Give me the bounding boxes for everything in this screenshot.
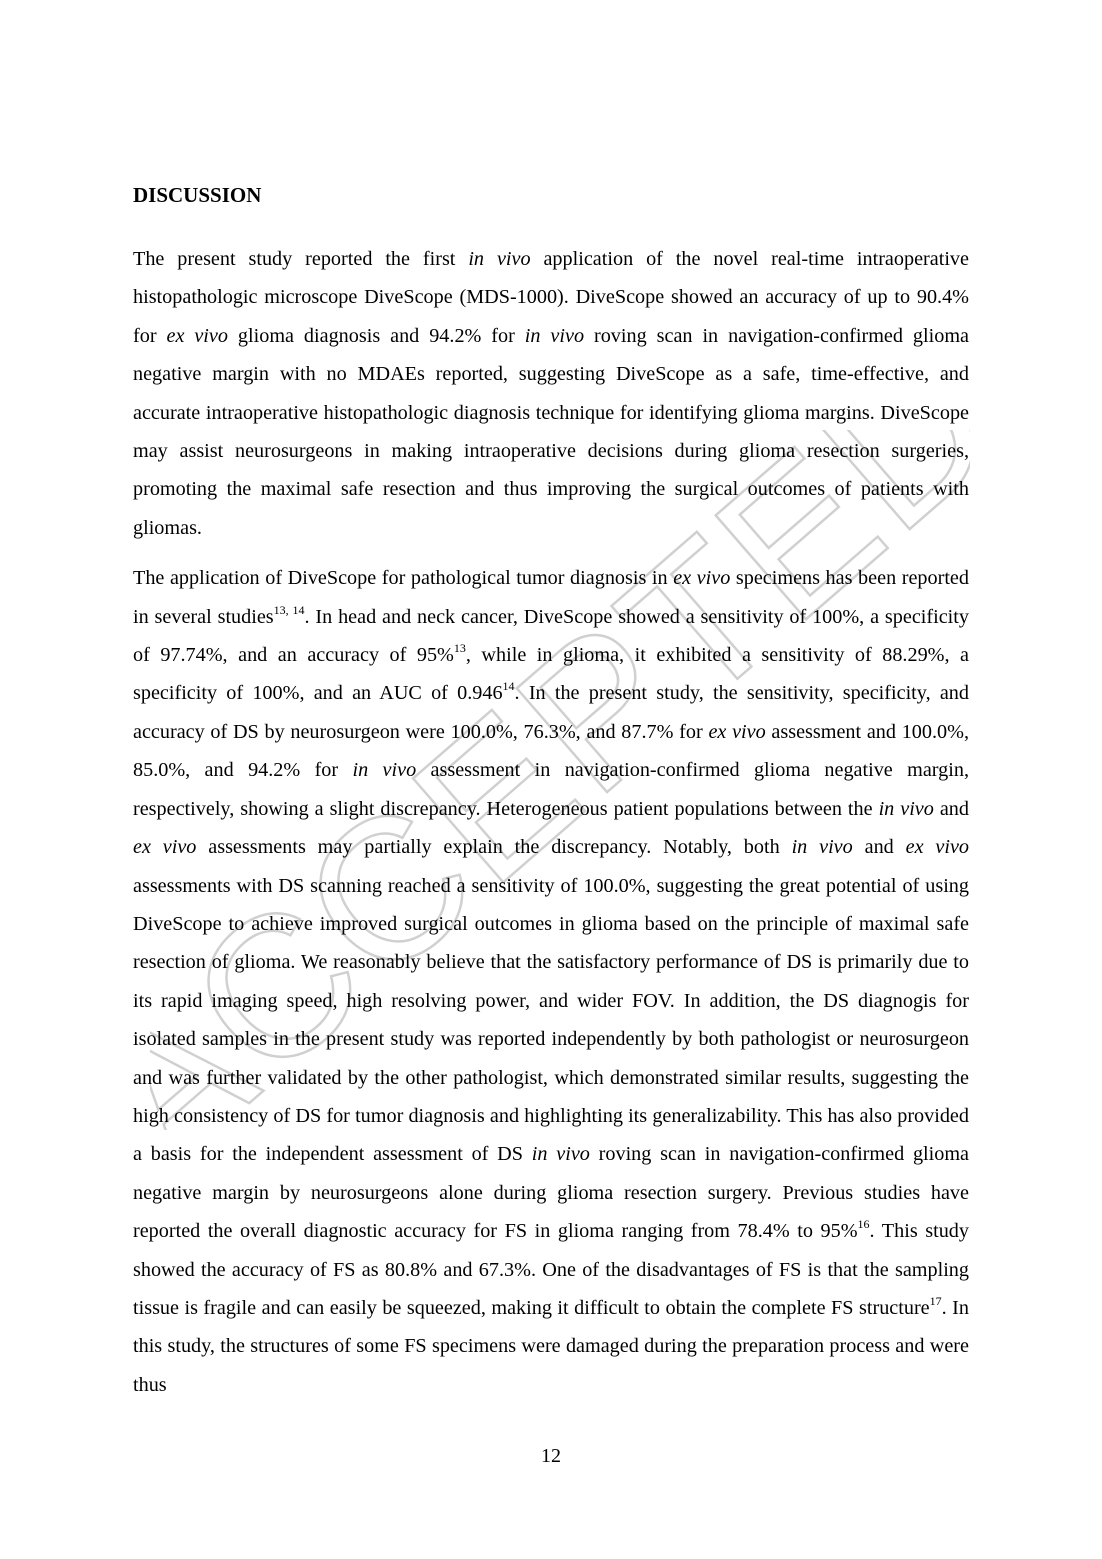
watermark-text: ACCEPTED xyxy=(150,430,970,1130)
citation-ref: 13, 14 xyxy=(273,602,305,617)
citation-ref: 14 xyxy=(502,679,515,694)
citation-ref: 17 xyxy=(929,1293,942,1308)
paragraph-2: The application of DiveScope for pathological tumor diagnosis in ex vivo specimens has been reported in several studies$^{13, 14}$. In head and neck cancer, DiveScope showed a sensitivity of 100%, a specificity of 97.74%, and an accuracy of 95%$^{13}$, while in glioma, it exhibited a sensitivity of 88.29%, a specificity of 100%, and an AUC of 0.946$^{14}$. In the present study, the sensitivity, specificity, and accuracy of DS by neurosurgeon were 100.0%, 76.3%, and 87.7% for ex vivo assessment and 100.0%, 85.0%, and 94.2% for in vivo assessment in navigation-confirmed glioma negative margin, respectively, showing a slight discrepancy. Heterogeneous patient populations between the in vivo and ex vivo assessments may partially explain the discrepancy. Notably, both in vivo and ex vivo assessments with DS scanning reached a sensitivity of 100.0%, suggesting the great potential of using DiveScope to achieve improved surgical outcomes in glioma based on the principle of maximal safe resection of glioma. We reasonably believe that the satisfactory performance of DS is primarily due to its rapid imaging speed, high resolving power, and wider FOV. In addition, the DS diagnogis for isolated samples in the present study was reported independently by both pathologist or neurosurgeon and was further validated by the other pathologist, which demonstrated similar results, suggesting the high consistency of DS for tumor diagnosis and highlighting its generalizability. This has also provided a basis for the independent assessment of DS in vivo roving scan in navigation-confirmed glioma negative margin by neurosurgeons alone during glioma resection surgery. Previous studies have reported the overall diagnostic accuracy for FS in glioma ranging from 78.4% to 95%$^{16}$. This study showed the accuracy of FS as 80.8% and 67.3%. One of the disadvantages of FS is that the sampling tissue is fragile and can easily be squeezed, making it difficult to obtain the complete FS structure$^{17}$. In this study, the structures of some FS specimens were damaged during the preparation process and were thus xyxy=(133,567,970,1396)
section-heading: DISCUSSION xyxy=(133,183,262,207)
citation-ref: 16 xyxy=(857,1217,870,1232)
paragraph-1: The present study reported the first in vivo application of the novel real-time intraoperative histopathologic microscope DiveScope (MDS-1000). DiveScope showed an accuracy of up to 90.4% for ex vivo glioma diagnosis and 94.2% for in vivo roving scan in navigation-confirmed glioma negative margin with no MDAEs reported, suggesting DiveScope as a safe, time-effective, and accurate intraoperative histopathologic diagnosis technique for identifying glioma margins. DiveScope may assist neurosurgeons in making intraoperative decisions during glioma resection surgeries, promoting the maximal safe resection and thus improving the surgical outcomes of patients with gliomas. xyxy=(133,248,969,539)
citation-ref: 13 xyxy=(453,641,466,656)
page-number: 12 xyxy=(541,1445,561,1467)
page-content xyxy=(133,180,969,1416)
